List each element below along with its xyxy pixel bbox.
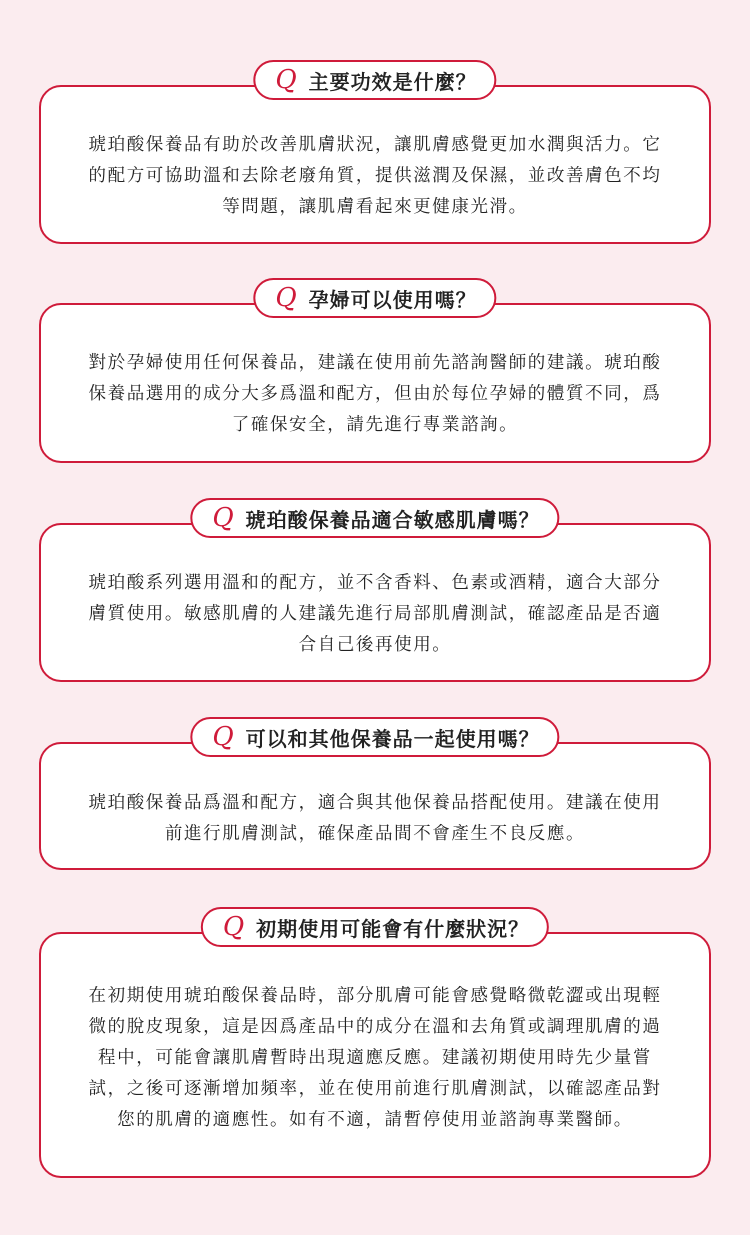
q-mark-icon: Q bbox=[212, 722, 234, 752]
q-mark-icon: Q bbox=[222, 912, 245, 942]
q-mark-icon: Q bbox=[212, 503, 234, 533]
faq-card bbox=[39, 503, 711, 682]
question-title: 琥珀酸保養品適合敏感肌膚嗎？ bbox=[245, 507, 540, 532]
question-title: 初期使用可能會有什麼狀況？ bbox=[256, 916, 530, 941]
faq-card bbox=[39, 283, 711, 463]
answer-text: 琥珀酸保養品爲溫和配方，適合與其他保養品搭配使用。建議在使用前進行肌膚測試，確保產品間不會產生不良反應。 bbox=[88, 793, 662, 844]
answer-text: 在初期使用琥珀酸保養品時，部分肌膚可能會感覺略微乾澀或出現輕微的脫皮現象，這是因爲產品中的成分在溫和去角質或調理肌膚的過程中，可能會讓肌膚暫時出現適應反應。建議初期使用時先少量嘗試，之後可逐漸增加頻率，並在使用前進行肌膚測試，以確認產品對您的肌膚的適應性。如有不適，請暫停使用並諮詢專業醫師。 bbox=[88, 986, 662, 1130]
question-title: 可以和其他保養品一起使用嗎？ bbox=[245, 726, 540, 751]
q-mark-icon: Q bbox=[275, 65, 297, 95]
faq-card bbox=[39, 912, 711, 1178]
question-pill bbox=[190, 717, 559, 757]
question-pill bbox=[190, 498, 559, 538]
question-title: 主要功效是什麼？ bbox=[308, 69, 477, 94]
question-title: 孕婦可以使用嗎？ bbox=[308, 287, 477, 312]
q-mark-icon: Q bbox=[275, 283, 297, 313]
question-pill bbox=[201, 907, 549, 947]
answer-text: 琥珀酸系列選用溫和的配方，並不含香料、色素或酒精，適合大部分膚質使用。敏感肌膚的人建議先進行局部肌膚測試，確認產品是否適合自己後再使用。 bbox=[88, 573, 662, 655]
faq-card bbox=[39, 65, 711, 244]
question-pill bbox=[253, 60, 496, 100]
faq-card bbox=[39, 722, 711, 870]
answer-text: 對於孕婦使用任何保養品，建議在使用前先諮詢醫師的建議。琥珀酸保養品選用的成分大多爲溫和配方，但由於每位孕婦的體質不同，爲了確保安全，請先進行專業諮詢。 bbox=[88, 353, 662, 435]
answer-text: 琥珀酸保養品有助於改善肌膚狀況，讓肌膚感覺更加水潤與活力。它的配方可協助溫和去除老廢角質，提供滋潤及保濕，並改善膚色不均等問題，讓肌膚看起來更健康光滑。 bbox=[88, 135, 662, 217]
question-pill bbox=[253, 278, 496, 318]
